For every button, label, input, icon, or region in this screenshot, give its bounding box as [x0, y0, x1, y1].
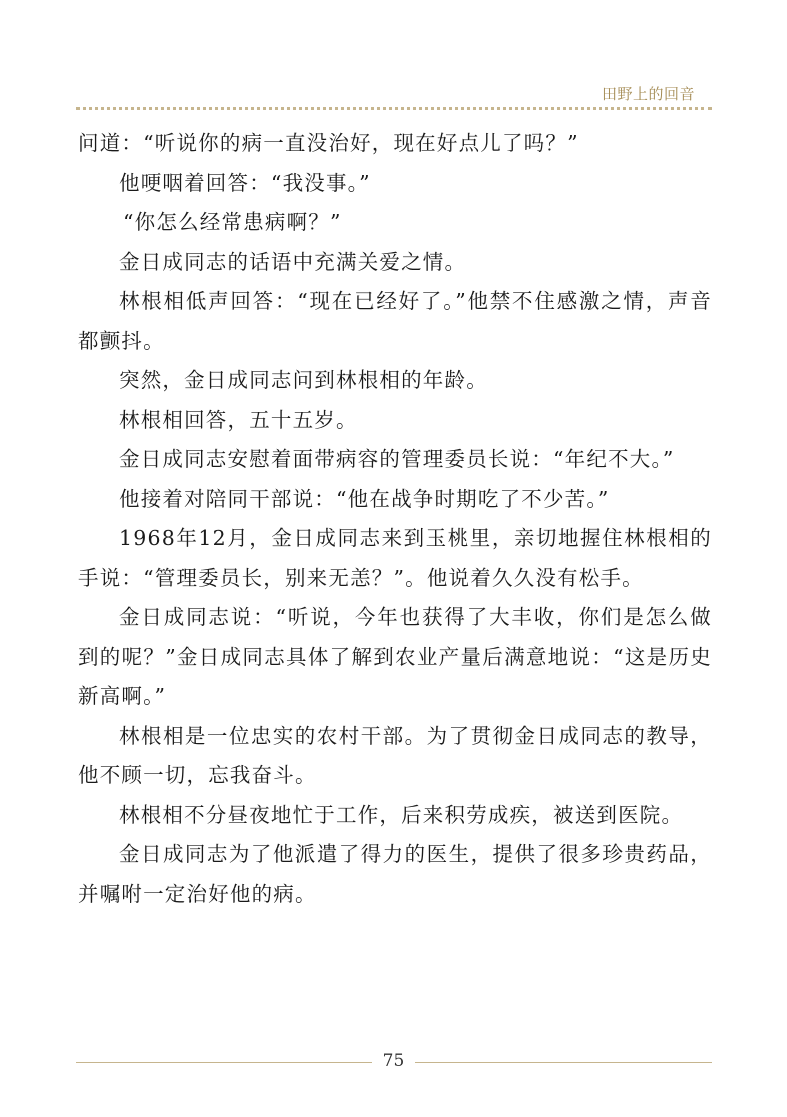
paragraph-9: 他接着对陪同干部说：“他在战争时期吃了不少苦。” [119, 486, 610, 511]
paragraph-1: 问道：“听说你的病一直没治好，现在好点儿了吗？” [78, 131, 579, 155]
paragraph-8: 金日成同志安慰着面带病容的管理委员长说：“年纪不大。” [119, 447, 675, 471]
page-number: 75 [382, 1051, 405, 1071]
paragraph-3: “你怎么经常患病啊？” [123, 210, 342, 234]
paragraph-13: 林根相不分昼夜地忙于工作，后来积劳成疾，被送到医院。 [119, 802, 684, 827]
footer-rule-left [76, 1062, 372, 1063]
paragraph-14: 金日成同志为了他派遣了得力的医生，提供了很多珍贵药品，并嘱咐一定治好他的病。 [78, 842, 712, 906]
paragraph-6: 突然，金日成同志问到林根相的年龄。 [119, 368, 488, 392]
paragraph-2: 他哽咽着回答：“我没事。” [119, 170, 371, 195]
header-dotted-rule [76, 107, 712, 110]
paragraph-12: 林根相是一位忠实的农村干部。为了贯彻金日成同志的教导，他不顾一切，忘我奋斗。 [78, 723, 712, 787]
paragraph-4: 金日成同志的话语中充满关爱之情。 [119, 249, 467, 274]
paragraph-7: 林根相回答，五十五岁。 [119, 407, 358, 432]
footer-rule-right [415, 1062, 712, 1063]
paragraph-5: 林根相低声回答：“现在已经好了。”他禁不住感激之情，声音都颤抖。 [78, 289, 712, 353]
paragraph-11: 金日成同志说：“听说，今年也获得了大丰收，你们是怎么做到的呢？”金日成同志具体了解到农业产量后满意地说：“这是历史新高啊。” [78, 605, 712, 708]
body-text [78, 124, 712, 914]
running-header-title: 田野上的回音 [601, 85, 695, 103]
paragraph-10: 1968年12月，金日成同志来到玉桃里，亲切地握住林根相的手说：“管理委员长，别来无恙？”。他说着久久没有松手。 [78, 526, 712, 590]
